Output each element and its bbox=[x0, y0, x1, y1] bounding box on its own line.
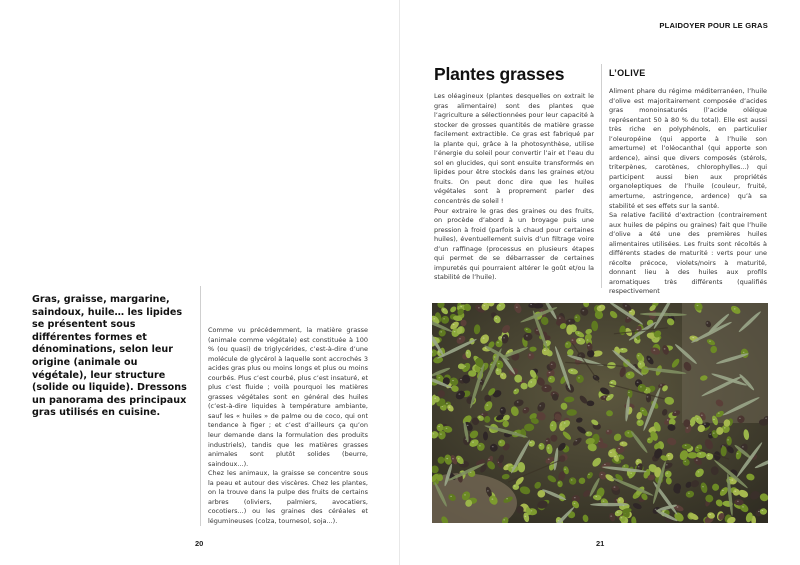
body-paragraph: Sa relative facilité d’extraction (contrairement aux huiles de pépins ou graines) fait que l’huile d’olive a été une des premières huiles alimentaires utilisées. Les fruits sont récoltés à différents stades de maturité : verts pour une récolte précoce, violets/noirs à maturité, donnant lieu à des huiles aux profils aromatiques très différents (qualifiés respectivement bbox=[609, 211, 767, 296]
section-title: Plantes grasses bbox=[434, 64, 565, 84]
column-divider bbox=[601, 64, 602, 288]
olive-photo-illustration bbox=[432, 303, 768, 523]
olive-shape bbox=[500, 407, 506, 415]
main-body-text bbox=[434, 92, 594, 283]
olive-shape bbox=[682, 444, 692, 450]
left-body-text bbox=[208, 326, 368, 526]
intro-paragraph: Gras, graisse, margarine, saindoux, huile… les lipides se présentent sous différentes formes et dénominations, selon leur origine (animale ou végétale), leur structure (solide ou liquide). Dressons un panorama des principaux gras utilisés en cuisine. bbox=[32, 294, 187, 419]
olive-harvest-photo bbox=[432, 303, 768, 523]
olive-shape bbox=[760, 508, 767, 514]
body-paragraph: Aliment phare du régime méditerranéen, l’huile d’olive est majoritairement composée d’acides gras monoinsaturés (l’acide oléique représentant 50 à 80 % du total). Elle est aussi très riche en polyphénols, en particulier l’oleuropéine (qui apporte à l’huile son amertume) et l’oléocanthal (qui apporte son ardence), ainsi que divers composés (stérols, triterpènes, carotènes, chlorophylles...) qui participent aussi bien aux propriétés organoleptiques de l’huile (couleur, fruité, amertume, astringence, ardence) qu’à sa stabilité et ses effets sur la santé. bbox=[609, 87, 767, 210]
right-page bbox=[400, 0, 800, 565]
olive-shape bbox=[528, 303, 536, 308]
body-paragraph: Chez les animaux, la graisse se concentre sous la peau et autour des viscères. Chez les plantes, on la trouve dans la pulpe des fruits de certains arbres (oliviers, palmiers, avocatiers, cocotiers...) ou les graines des céréales et légumineuses (colza, tournesol, soja...). bbox=[208, 469, 368, 525]
sidebar-title: L’OLIVE bbox=[609, 68, 646, 78]
running-head: PLAIDOYER POUR LE GRAS bbox=[659, 21, 768, 30]
sidebar-body-text bbox=[609, 87, 767, 297]
olive-shape bbox=[619, 348, 628, 353]
body-paragraph: Les oléagineux (plantes desquelles on extrait le gras alimentaire) sont des plantes que l’agriculture a sélectionnées pour leur capacité à stocker de grosses quantités de matière grasse facilement extractible. Ce gras est fabriqué par la plante qui, grâce à la photosynthèse, utilise l’énergie du soleil pour convertir l’air et l’eau du sol en glucides, qui sont ensuite transformés en lipides pour être stockés dans les graines et/ou fruits. On peut donc dire que les huiles végétales sont à proprement parler des concentrés de soleil ! bbox=[434, 92, 594, 206]
body-paragraph: Pour extraire le gras des graines ou des fruits, on procède d’abord à un broyage puis une pression à froid (parfois à chaud pour certaines huiles), éventuellement suivis d’un filtrage voire d’un raffinage (processus en plusieurs étapes qui permet de se débarrasser de certaines impuretés qui pourraient altérer le goût et/ou la stabilité de l’huile). bbox=[434, 206, 594, 282]
body-paragraph: Comme vu précédemment, la matière grasse (animale comme végétale) est constituée à 100 % (ou quasi) de triglycérides, c’est-à-dire d’une molécule de glycérol à laquelle sont accrochés 3 acides gras plus ou moins longs et plus ou moins courbés. Plus c’est courbé, plus c’est insaturé, et plus c’est fluide ; voilà pourquoi les matières grasses végétales sont en général des huiles (c’est-à-dire liquides à température ambiante, sauf les « huiles » de palme ou de coco, qui ont tendance à figer ; et c’est d’ailleurs ça qu’on leur demande dans la formulation des produits industriels), tandis que les matières grasses animales sont plutôt solides (beurre, saindoux...). bbox=[208, 326, 368, 468]
page-number: 20 bbox=[195, 539, 204, 548]
page-number: 21 bbox=[596, 539, 605, 548]
leaf-shape bbox=[590, 503, 629, 506]
column-divider bbox=[200, 286, 201, 526]
olive-shape bbox=[541, 385, 551, 393]
